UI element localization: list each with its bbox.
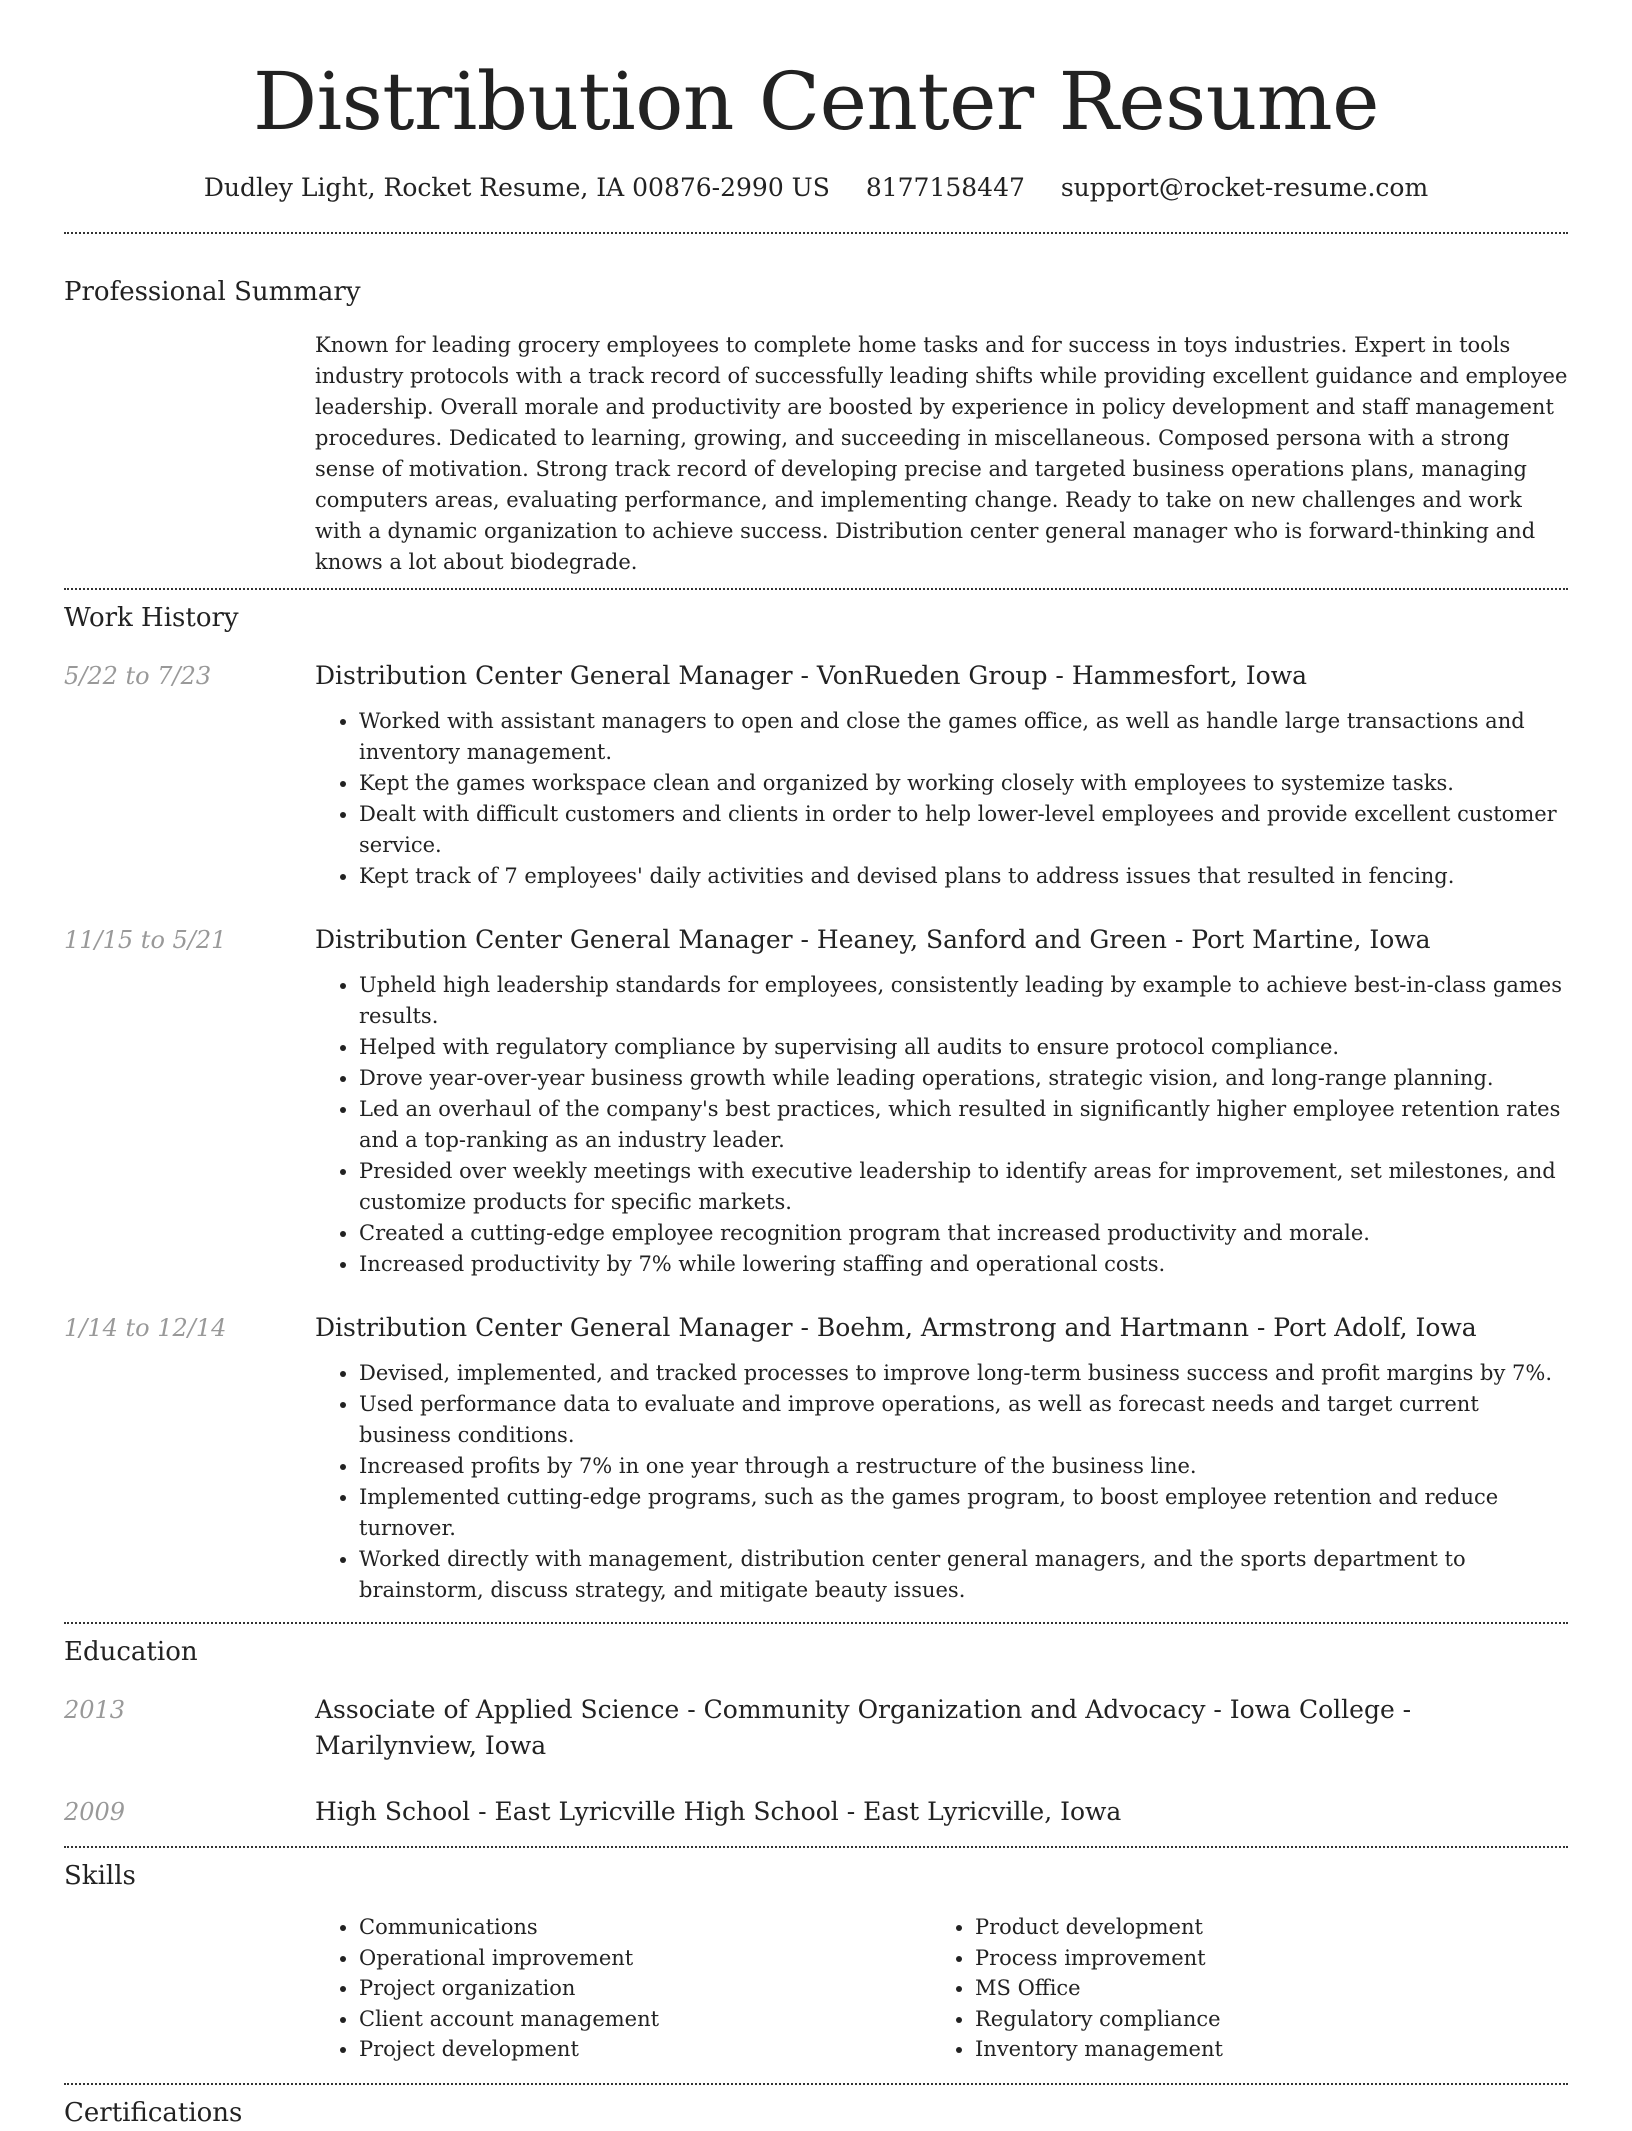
job-title: Distribution Center General Manager - VonRueden Group - Hammesfort, Iowa (315, 661, 1307, 690)
list-item: • Implemented cutting-edge programs, such as the games program, to boost employee retention and reduce turnover. (359, 1482, 1568, 1544)
resume-page (64, 0, 1568, 2131)
job-entry (64, 658, 1568, 892)
list-item: • Kept track of 7 employees' daily activities and devised plans to address issues that resulted in fencing. (359, 861, 1568, 892)
list-item: • Created a cutting-edge employee recognition program that increased productivity and morale. (359, 1218, 1568, 1249)
divider (64, 232, 1568, 234)
list-item: • Devised, implemented, and tracked processes to improve long-term business success and profit margins by 7%. (359, 1358, 1568, 1389)
job-title: Distribution Center General Manager - Heaney, Sanford and Green - Port Martine, Iowa (315, 925, 1431, 954)
summary-heading: Professional Summary (64, 277, 361, 307)
job-entry (64, 1310, 1568, 1606)
certifications-heading: Certifications (64, 2097, 243, 2128)
skills-heading: Skills (64, 1861, 136, 1891)
skill-item: • Process improvement (975, 1943, 1547, 1974)
skill-item: • MS Office (975, 1973, 1547, 2004)
education-entry (64, 1692, 1568, 1764)
summary-text: Known for leading grocery employees to complete home tasks and for success in toys industries. Expert in tools industry protocols with a track record of successfully leading shifts while providing excellent guidance and employee leadership. Overall morale and productivity are boosted by experience in policy development and staff management procedures. Dedicated to learning, growing, and succeeding in miscellaneous. Composed persona with a strong sense of motivation. Strong track record of developing precise and targeted business operations plans, managing computers areas, evaluating performance, and implementing change. Ready to take on new challenges and work with a dynamic organization to achieve success. Distribution center general manager who is forward-thinking and knows a lot about biodegrade. (315, 333, 1568, 574)
contact-email: support@rocket-resume.com (1060, 173, 1429, 202)
skills-list-left (315, 1912, 931, 2065)
list-item: • Dealt with difficult customers and clients in order to help lower-level employees and provide excellent customer service. (359, 799, 1568, 861)
contact-address: Dudley Light, Rocket Resume, IA 00876-2990 US (203, 173, 830, 202)
job-bullets (315, 1358, 1568, 1606)
education-date: 2009 (64, 1798, 126, 1826)
list-item: • Drove year-over-year business growth while leading operations, strategic vision, and long-range planning. (359, 1063, 1568, 1094)
skill-item: • Project development (359, 2034, 931, 2065)
list-item: • Used performance data to evaluate and improve operations, as well as forecast needs and target current business conditions. (359, 1389, 1568, 1451)
list-item: • Helped with regulatory compliance by supervising all audits to ensure protocol compliance. (359, 1032, 1568, 1063)
skills-columns (315, 1912, 1568, 2065)
skill-item: • Product development (975, 1912, 1547, 1943)
job-entry (64, 922, 1568, 1280)
contact-line (64, 170, 1568, 206)
job-bullets (315, 970, 1568, 1280)
education-title: Associate of Applied Science - Community Organization and Advocacy - Iowa College - Marilynview, Iowa (315, 1695, 1412, 1760)
education-date: 2013 (64, 1696, 126, 1724)
job-date: 5/22 to 7/23 (64, 662, 212, 690)
job-date: 11/15 to 5/21 (64, 926, 227, 954)
job-title: Distribution Center General Manager - Boehm, Armstrong and Hartmann - Port Adolf, Iowa (315, 1313, 1477, 1342)
summary-section (64, 274, 1568, 578)
skill-item: • Regulatory compliance (975, 2004, 1547, 2035)
skills-section (64, 1858, 1568, 2065)
skills-list-right (931, 1912, 1547, 2065)
contact-phone: 8177158447 (865, 173, 1025, 202)
list-item: • Worked with assistant managers to open and close the games office, as well as handle large transactions and inventory management. (359, 706, 1568, 768)
divider (64, 2083, 1568, 2085)
work-heading: Work History (64, 603, 239, 633)
skill-item: • Communications (359, 1912, 931, 1943)
skill-item: • Project organization (359, 1973, 931, 2004)
list-item: • Kept the games workspace clean and organized by working closely with employees to systemize tasks. (359, 768, 1568, 799)
certifications-section (64, 2095, 1568, 2131)
divider (64, 1846, 1568, 1848)
education-heading: Education (64, 1637, 198, 1667)
job-bullets (315, 706, 1568, 892)
skill-item: • Client account management (359, 2004, 931, 2035)
list-item: • Presided over weekly meetings with executive leadership to identify areas for improvement, set milestones, and customize products for specific markets. (359, 1156, 1568, 1218)
work-section (64, 600, 1568, 1606)
page-title: Distribution Center Resume (253, 55, 1379, 148)
list-item: • Increased profits by 7% in one year through a restructure of the business line. (359, 1451, 1568, 1482)
list-item: • Upheld high leadership standards for employees, consistently leading by example to achieve best-in-class games results. (359, 970, 1568, 1032)
job-date: 1/14 to 12/14 (64, 1314, 227, 1342)
skill-item: • Operational improvement (359, 1943, 931, 1974)
list-item: • Led an overhaul of the company's best practices, which resulted in significantly higher employee retention rates and a top-ranking as an industry leader. (359, 1094, 1568, 1156)
divider (64, 1622, 1568, 1624)
education-title: High School - East Lyricville High School - East Lyricville, Iowa (315, 1797, 1122, 1826)
education-entry (64, 1794, 1568, 1830)
education-section (64, 1634, 1568, 1830)
divider (64, 588, 1568, 590)
list-item: • Increased productivity by 7% while lowering staffing and operational costs. (359, 1249, 1568, 1280)
skill-item: • Inventory management (975, 2034, 1547, 2065)
list-item: • Worked directly with management, distribution center general managers, and the sports department to brainstorm, discuss strategy, and mitigate beauty issues. (359, 1544, 1568, 1606)
